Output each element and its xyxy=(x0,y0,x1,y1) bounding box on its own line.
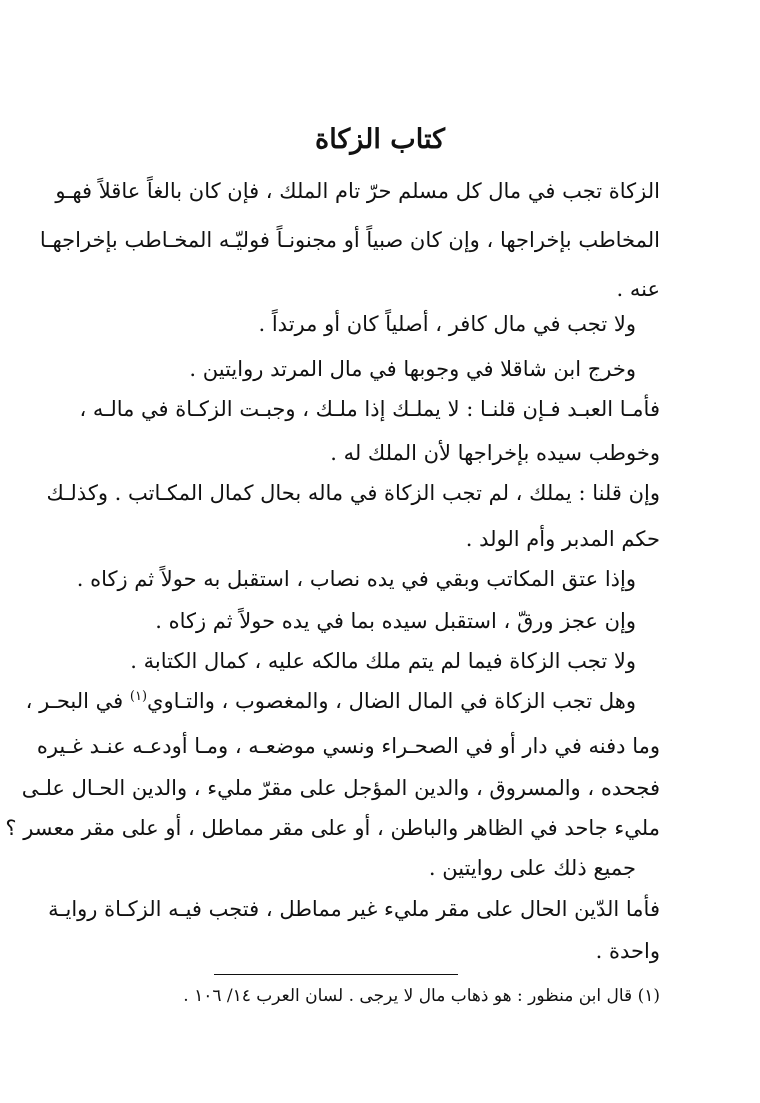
text-line: حكم المدبر وأم الولد . xyxy=(465,527,660,551)
text-line: وإذا عتق المكاتب وبقي في يده نصاب ، استقبل به حولاً ثم زكاه . xyxy=(76,567,636,591)
footnote-separator xyxy=(214,974,458,975)
text-line: وخوطب سيده بإخراجها لأن الملك له . xyxy=(330,441,660,465)
chapter-title: كتاب الزكاة xyxy=(315,124,445,155)
text-line: مليء جاحد في الظاهر والباطن ، أو على مقر مماطل ، أو على مقر معسر ؟ xyxy=(5,816,660,840)
text-line: ولا تجب الزكاة فيما لم يتم ملك مالكه عليه ، كمال الكتابة . xyxy=(130,649,636,673)
text-line: عنه . xyxy=(616,277,660,301)
text-line: وإن قلنا : يملك ، لم تجب الزكاة في ماله بحال كمال المكـاتب . وكذلـك xyxy=(46,481,660,505)
text-line xyxy=(25,688,636,715)
text-line: الزكاة تجب في مال كل مسلم حرّ تام الملك ، فإن كان بالغاً عاقلاً فهـو xyxy=(55,179,660,203)
text-line: المخاطب بإخراجها ، وإن كان صبياً أو مجنونـاً فوليّـه المخـاطب بإخراجهـا xyxy=(39,228,660,252)
text-line: فأمـا العبـد فـإن قلنـا : لا يملـك إذا ملـك ، وجبـت الزكـاة في مالـه ، xyxy=(79,397,660,421)
text-line: وإن عجز ورقّ ، استقبل سيده بما في يده حولاً ثم زكاه . xyxy=(155,609,636,633)
text-line: وما دفنه في دار أو في الصحـراء ونسي موضعـه ، ومـا أودعـه عنـد غـيره xyxy=(36,734,660,758)
text-line: فأما الدّين الحال على مقر مليء غير مماطل ، فتجب فيـه الزكـاة روايـة xyxy=(48,897,660,921)
text-line: ولا تجب في مال كافر ، أصلياً كان أو مرتداً . xyxy=(258,312,636,336)
text-line: واحدة . xyxy=(595,939,660,963)
text-line: جميع ذلك على روايتين . xyxy=(428,856,636,880)
text-line: وخرج ابن شاقلا في وجوبها في مال المرتد روايتين . xyxy=(189,357,636,381)
text-line: فجحده ، والمسروق ، والدين المؤجل على مقرّ مليء ، والدين الحـال علـى xyxy=(21,776,660,800)
text-span: في البحـر ، xyxy=(25,689,130,713)
footnote-reference: (١) xyxy=(129,689,148,704)
footnote: (١) قال ابن منظور : هو ذهاب مال لا يرجى . لسان العرب ١٤/ ١٠٦ . xyxy=(183,986,660,1006)
text-span: وهل تجب الزكاة في المال الضال ، والمغصوب ، والتـاوي xyxy=(147,689,636,713)
